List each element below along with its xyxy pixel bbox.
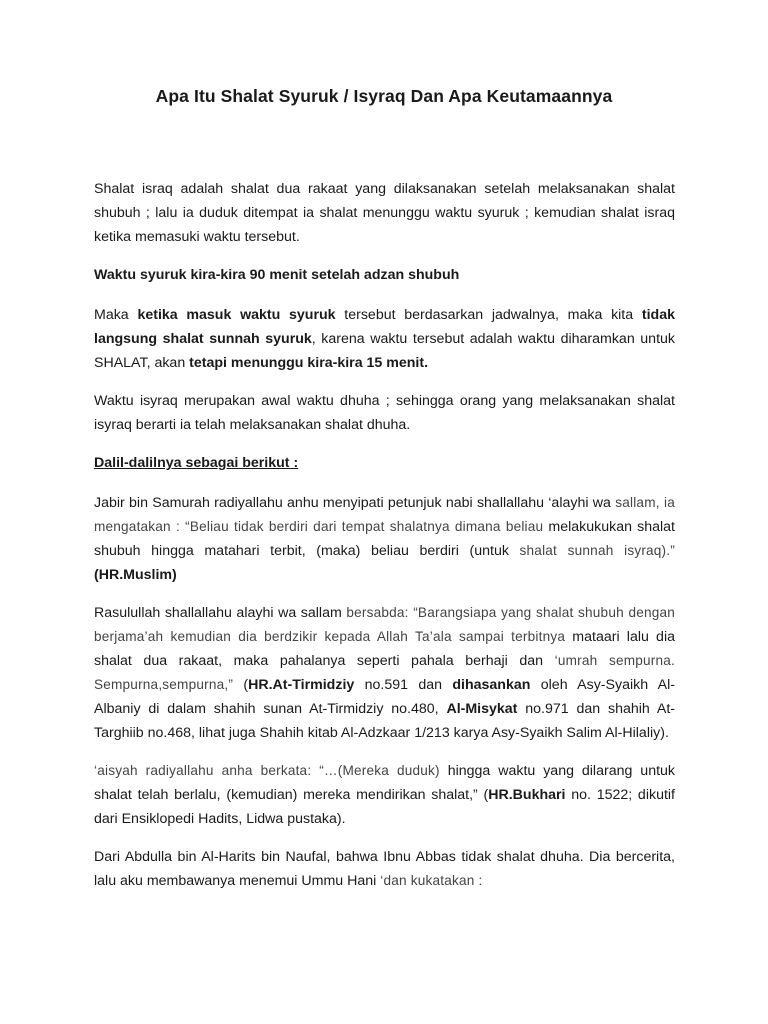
quote-run: ‘umrah sempurna. Sempurna,sempurna,” bbox=[94, 653, 676, 692]
syuruk-time-bold: Waktu syuruk kira-kira 90 menit setelah adzan shubuh bbox=[94, 267, 460, 283]
document-body bbox=[94, 177, 675, 907]
text-run: oleh Asy-Syaikh Al-Albaniy di dalam shahih sunan At-Tirmidziy no.480, bbox=[94, 677, 675, 717]
quote-run: shalat sunnah isyraq).” bbox=[519, 543, 675, 558]
bold-run: tidak langsung shalat sunnah syuruk bbox=[94, 307, 675, 347]
text-run: ( bbox=[233, 677, 249, 693]
text-run: Jabir bin Samurah radiyallahu anhu menyipati petunjuk nabi shallallahu ‘alayhi wa bbox=[94, 495, 616, 511]
paragraph-ibnu-abbas bbox=[94, 845, 675, 893]
text-run: no. 1522; dikutif dari Ensiklopedi Hadits, Lidwa pustaka). bbox=[94, 787, 675, 827]
text-run: mataari lalu dia shalat dua rakaat, maka pahalanya seperti pahala berhaji dan bbox=[94, 629, 675, 669]
text-run: tersebut berdasarkan jadwalnya, maka kita bbox=[335, 307, 642, 323]
paragraph-hadith-aisyah bbox=[94, 759, 675, 831]
quote-run: bersabda: “Barangsiapa yang shalat shubuh dengan berjama’ah kemudian dia berdzikir kepada Allah Ta’ala sampai terbitnya bbox=[94, 605, 675, 644]
page-title: Apa Itu Shalat Syuruk / Isyraq Dan Apa Keutamaannya bbox=[155, 86, 613, 106]
paragraph-hadith-tirmidziy bbox=[94, 601, 675, 745]
paragraph-waiting bbox=[94, 303, 675, 375]
paragraph-syuruk-time bbox=[94, 263, 675, 287]
text-run: Maka bbox=[94, 307, 138, 323]
text-run: melakukukan shalat shubuh hingga matahari terbit, (maka) beliau berdiri (untuk bbox=[94, 519, 675, 559]
bold-run: ketika masuk waktu syuruk bbox=[137, 307, 336, 323]
bold-run: tetapi menunggu kira-kira 15 menit. bbox=[189, 355, 429, 371]
text-run: , karena waktu tersebut adalah waktu diharamkan untuk SHALAT, akan bbox=[94, 331, 675, 371]
paragraph-dhuha: Waktu isyraq merupakan awal waktu dhuha ; sehingga orang yang melaksanakan shalat isyraq berarti ia telah melaksanakan shalat dhuha. bbox=[94, 393, 675, 433]
text-run: hingga waktu yang dilarang untuk shalat telah berlalu, (kemudian) mereka mendirikan shalat,” ( bbox=[94, 763, 676, 803]
source-misykat: Al-Misykat bbox=[446, 701, 518, 717]
source-bukhari: HR.Bukhari bbox=[488, 787, 566, 803]
text-run: Dari Abdulla bin Al-Harits bin Naufal, bahwa Ibnu Abbas tidak shalat dhuha. Dia bercerita, lalu aku membawanya menemui Ummu Hani bbox=[94, 849, 675, 889]
paragraph-definition: Shalat israq adalah shalat dua rakaat yang dilaksanakan setelah melaksanakan shalat shubuh ; lalu ia duduk ditempat ia shalat menunggu waktu syuruk ; kemudian shalat israq ketika memasuki waktu tersebut. bbox=[94, 181, 675, 245]
source-muslim: (HR.Muslim) bbox=[94, 567, 177, 583]
text-run: Rasulullah shallallahu alayhi wa sallam bbox=[94, 605, 347, 621]
section-heading-dalil bbox=[94, 451, 675, 475]
bold-run: dihasankan bbox=[452, 677, 531, 693]
quote-run: ‘aisyah radiyallahu anha berkata: “…(Mereka duduk) bbox=[94, 763, 440, 778]
quote-run: ‘dan kukatakan : bbox=[380, 873, 483, 888]
heading-dalil-text: Dalil-dalilnya sebagai berikut : bbox=[94, 455, 299, 471]
source-tirmidziy: HR.At-Tirmidziy bbox=[248, 677, 355, 693]
text-run: no.971 dan shahih At-Targhiib no.468, lihat juga Shahih kitab Al-Adzkaar 1/213 karya Asy-Syaikh Salim Al-Hilaliy). bbox=[94, 701, 675, 741]
quote-run: sallam, ia mengatakan : “Beliau tidak berdiri dari tempat shalatnya dimana beliau bbox=[94, 495, 675, 534]
paragraph-hadith-jabir bbox=[94, 491, 675, 587]
text-run: no.591 dan bbox=[354, 677, 453, 693]
